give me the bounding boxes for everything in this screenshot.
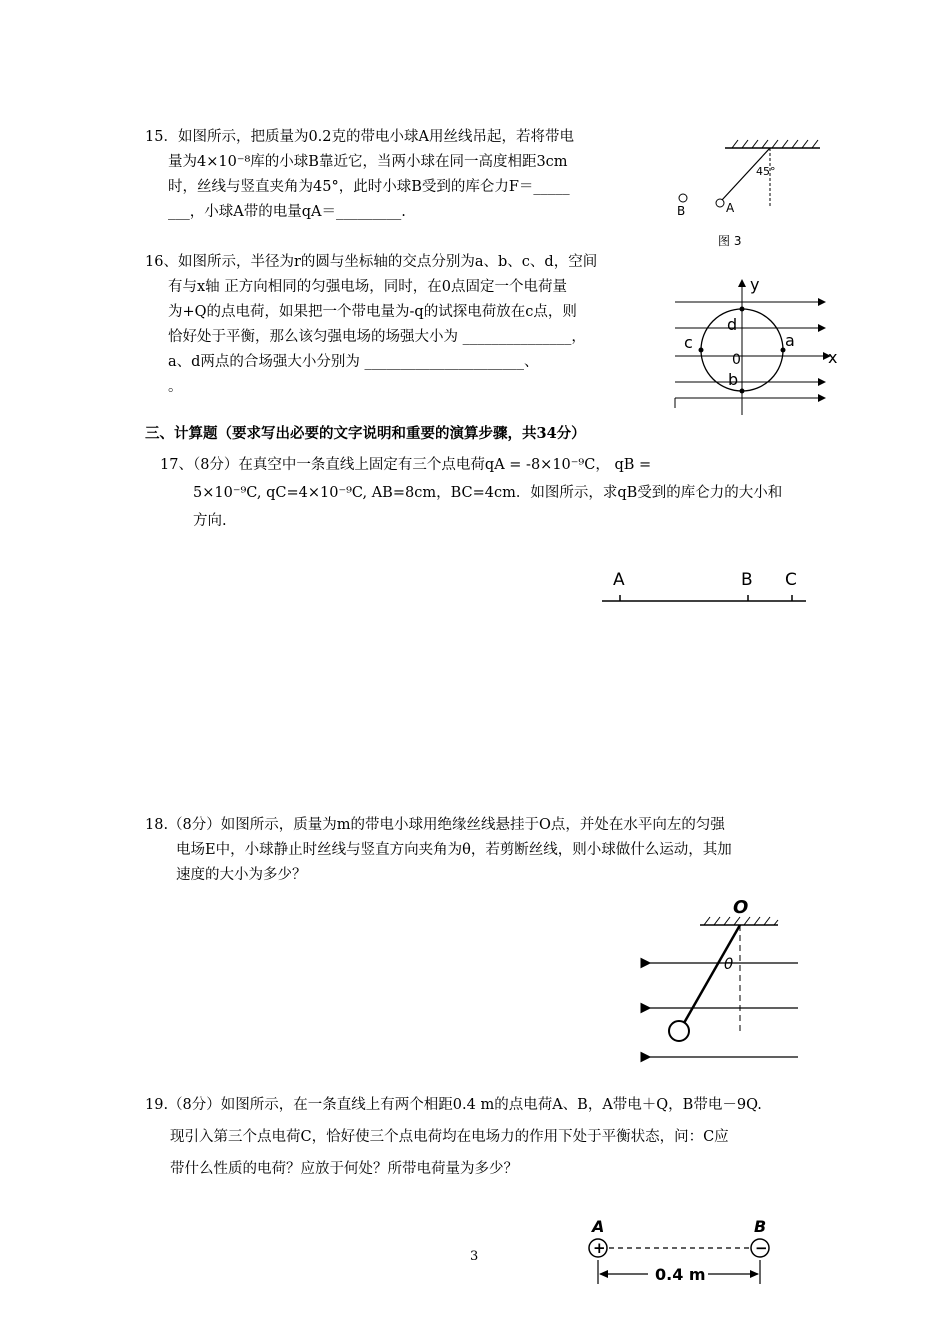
q16-point-c: c bbox=[684, 333, 693, 352]
q16-y-axis-label: y bbox=[750, 275, 760, 294]
q19-minus-sign: − bbox=[755, 1239, 768, 1257]
q16-line-5: a、d两点的合场强大小分别为 ______________________、 bbox=[168, 354, 539, 370]
q18-figure bbox=[638, 895, 808, 1065]
q16-line-2: 有与x轴 正方向相同的匀强电场，同时，在0点固定一个电荷量 bbox=[168, 279, 568, 295]
q16-figure bbox=[670, 270, 850, 418]
page-number: 3 bbox=[470, 1249, 479, 1264]
q19-line-2: 现引入第三个点电荷C，恰好使三个点电荷均在电场力的作用下处于平衡状态，问：C应 bbox=[170, 1129, 729, 1145]
q19-point-a-label: A bbox=[592, 1217, 605, 1236]
q19-distance-label: 0.4 m bbox=[655, 1265, 706, 1284]
q15-line-3: 时，丝线与竖直夹角为45°，此时小球B受到的库仑力F＝_____ bbox=[168, 179, 570, 195]
q18-point-o: O bbox=[733, 897, 749, 918]
q16-line-1: 16、如图所示，半径为r的圆与坐标轴的交点分别为a、b、c、d，空间 bbox=[145, 254, 598, 270]
q15-line-4: ___，小球A带的电量qA＝_________. bbox=[168, 204, 406, 220]
q17-point-a: A bbox=[613, 570, 625, 590]
q19-line-1: 19.（8分）如图所示，在一条直线上有两个相距0.4 m的点电荷A、B，A带电＋Q，B带电－9Q. bbox=[145, 1097, 762, 1113]
q15-figure-caption: 图 3 bbox=[718, 234, 742, 248]
q16-line-4: 恰好处于平衡，那么该匀强电场的场强大小为 _______________， bbox=[168, 329, 586, 345]
q15-angle-label: 45° bbox=[756, 165, 776, 178]
q18-theta-label: θ bbox=[724, 955, 734, 973]
q16-point-a: a bbox=[785, 331, 795, 350]
q18-line-2: 电场E中，小球静止时丝线与竖直方向夹角为θ，若剪断丝线，则小球做什么运动，其加 bbox=[176, 842, 732, 858]
q19-line-3: 带什么性质的电荷？应放于何处？所带电荷量为多少？ bbox=[170, 1161, 518, 1177]
q15-ball-b-label: B bbox=[677, 204, 686, 218]
q16-point-d: d bbox=[727, 315, 738, 334]
q15-line-2: 量为4×10⁻⁸库的小球B靠近它，当两小球在同一高度相距3cm bbox=[168, 154, 568, 170]
q16-x-axis-label: x bbox=[828, 348, 838, 367]
q17-line-2: 5×10⁻⁹C, qC=4×10⁻⁹C, AB=8cm，BC=4cm．如图所示，求qB受到的库仑力的大小和 bbox=[193, 485, 783, 501]
q16-point-b: b bbox=[728, 370, 739, 389]
q15-line-1: 15．如图所示，把质量为0.2克的带电小球A用丝线吊起，若将带电 bbox=[145, 129, 574, 145]
section-3-heading: 三、计算题（要求写出必要的文字说明和重要的演算步骤，共34分） bbox=[145, 425, 586, 442]
q17-figure bbox=[598, 565, 810, 610]
q18-line-1: 18.（8分）如图所示，质量为m的带电小球用绝缘丝线悬挂于O点，并处在水平向左的匀强 bbox=[145, 817, 725, 833]
q15-ball-a-label: A bbox=[726, 201, 735, 215]
q16-point-o: 0 bbox=[732, 352, 741, 368]
q16-line-3: 为+Q的点电荷，如果把一个带电量为-q的试探电荷放在c点，则 bbox=[168, 304, 577, 320]
q16-line-6: 。 bbox=[168, 379, 183, 395]
q19-figure bbox=[582, 1212, 782, 1287]
q15-figure bbox=[670, 128, 830, 253]
q17-point-b: B bbox=[741, 570, 753, 590]
q17-point-c: C bbox=[785, 570, 797, 590]
q18-line-3: 速度的大小为多少？ bbox=[176, 867, 307, 883]
q19-plus-sign: + bbox=[593, 1239, 606, 1257]
q19-point-b-label: B bbox=[754, 1217, 767, 1236]
q17-line-3: 方向. bbox=[193, 513, 227, 529]
q17-line-1: 17、（8分）在真空中一条直线上固定有三个点电荷qA = -8×10⁻⁹C， qB = bbox=[160, 457, 652, 473]
